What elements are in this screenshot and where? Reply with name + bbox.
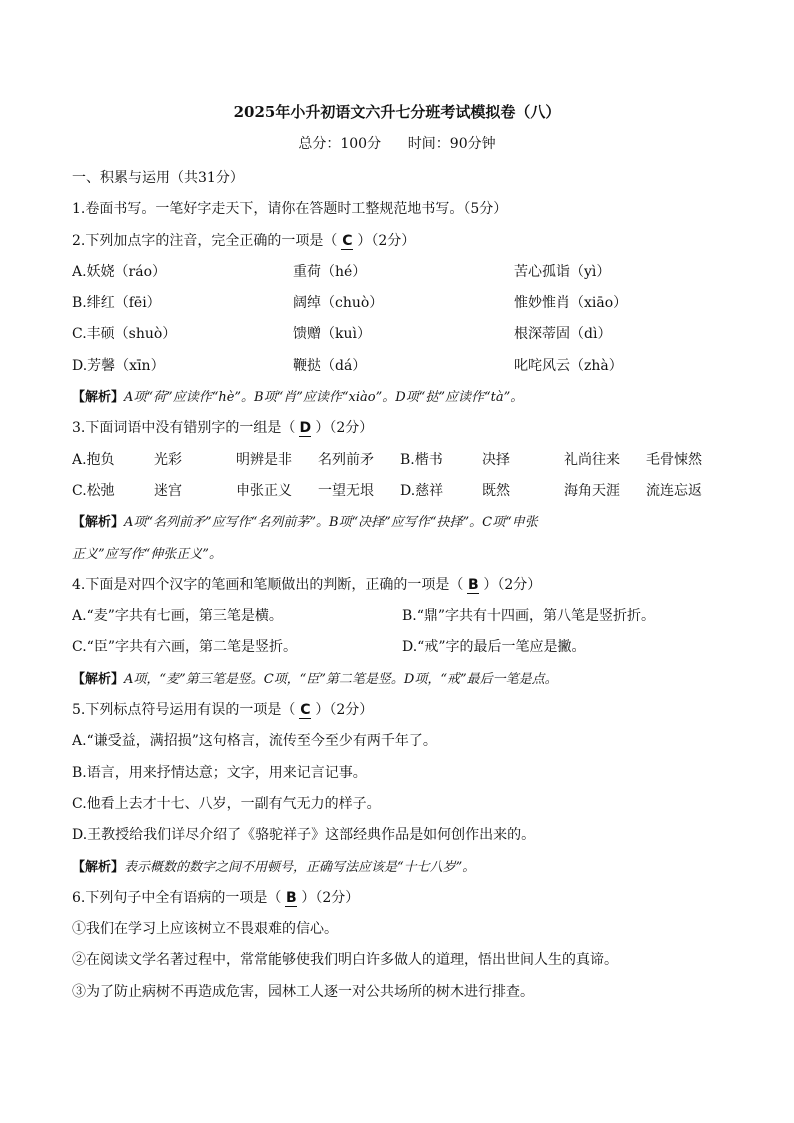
- option-cell: 重荷（hé）: [293, 263, 367, 280]
- option-cell: 馈赠（kuì）: [293, 326, 371, 343]
- option-cell: 苦心孤诣（yì）: [514, 263, 611, 280]
- analysis-continued: 正义”应写作“伸张正义”。: [72, 546, 222, 562]
- option-cell: 鞭挞（dá）: [293, 357, 367, 374]
- word-row: C.松弛 迷宫 申张正义 一望无垠 D.慈祥 既然 海角天涯 流连忘返: [72, 482, 702, 499]
- question-6-stem: 6.下列句子中全有语病的一项是（ B ）（2分）: [72, 889, 360, 906]
- exam-meta: [0, 133, 794, 155]
- option-cell: 惟妙惟肖（xiāo）: [514, 295, 628, 312]
- option-line: D.王教授给我们详尽介绍了《骆驼祥子》这部经典作品是如何创作出来的。: [72, 827, 536, 844]
- question-5-stem: 5.下列标点符号运用有误的一项是（ C ）（2分）: [72, 702, 374, 719]
- option-cell: A.妖娆（ráo）: [72, 263, 167, 280]
- option-row: [72, 288, 752, 319]
- question-4-stem: 4.下面是对四个汉字的笔画和笔顺做出的判断，正确的一项是（ B ）（2分）: [72, 576, 542, 593]
- option-cell: C.丰硕（shuò）: [72, 326, 177, 343]
- exam-title: 2025年小升初语文六升七分班考试模拟卷（八）: [233, 103, 561, 121]
- sentence-item: ②在阅读文学名著过程中，常常能够使我们明白许多做人的道理，悟出世间人生的真谛。: [72, 952, 618, 969]
- option-cell: D.芳馨（xīn）: [72, 357, 165, 374]
- option-line: B.语言，用来抒情达意；文字，用来记言记事。: [72, 764, 367, 781]
- option-cell: B.“鼎”字共有十四画，第八笔是竖折折。: [402, 608, 656, 625]
- option-row: [72, 601, 752, 632]
- option-row: [72, 632, 752, 663]
- option-cell: D.“戒”字的最后一笔应是撇。: [402, 639, 586, 656]
- option-cell: B.绯红（fēi）: [72, 295, 161, 312]
- answer-blank: B: [468, 576, 479, 593]
- option-cell: A.“麦”字共有七画，第三笔是横。: [72, 608, 283, 625]
- analysis: 【解析】A项“名列前矛”应写作“名列前茅”。B项“决择”应写作“抉择”。C项“申张: [72, 515, 538, 531]
- answer-blank: C: [300, 702, 311, 719]
- option-cell: 叱咤风云（zhà）: [514, 357, 623, 374]
- exam-content: [72, 163, 752, 1008]
- answer-blank: D: [299, 420, 312, 437]
- word-row: A.抱负 光彩 明辨是非 名列前矛 B.楷书 决择 礼尚往来 毛骨悚然: [72, 451, 702, 468]
- option-line: A.“谦受益，满招损”这句格言，流传至今至少有两千年了。: [72, 733, 437, 750]
- question-2-stem: 2.下列加点字的注音，完全正确的一项是（ C ）（2分）: [72, 232, 416, 249]
- option-cell: C.“臣”字共有六画，第二笔是竖折。: [72, 639, 297, 656]
- question-1: 1.卷面书写。一笔好字走天下，请你在答题时工整规范地书写。（5分）: [72, 201, 508, 218]
- total-score: 总分：100分: [298, 136, 382, 152]
- option-cell: 阔绰（chuò）: [293, 295, 384, 312]
- option-cell: 根深蒂固（dì）: [514, 326, 612, 343]
- analysis: 【解析】A项“荷”应读作“hè”。B项“肖”应读作“xiào”。D项“挞”应读作“tà”。: [72, 390, 524, 406]
- analysis: 【解析】A项，“麦”第三笔是竖。C项，“臣”第二笔是竖。D项，“戒”最后一笔是点。: [72, 671, 558, 687]
- option-line: C.他看上去才十七、八岁，一副有气无力的样子。: [72, 795, 381, 812]
- sentence-item: ③为了防止病树不再造成危害，园林工人逐一对公共场所的树木进行排查。: [72, 983, 534, 1000]
- answer-blank: C: [342, 232, 353, 249]
- sentence-item: ①我们在学习上应该树立不畏艰难的信心。: [72, 921, 338, 938]
- option-row: [72, 351, 752, 382]
- answer-blank: B: [286, 889, 297, 906]
- option-row: [72, 257, 752, 288]
- question-3-stem: 3.下面词语中没有错别字的一组是（ D ）（2分）: [72, 420, 374, 437]
- section-heading: 一、积累与运用（共31分）: [72, 170, 244, 186]
- option-row: [72, 319, 752, 350]
- exam-time: 时间：90分钟: [407, 136, 496, 152]
- analysis: 【解析】表示概数的数字之间不用顿号，正确写法应该是“十七八岁”。: [72, 859, 476, 875]
